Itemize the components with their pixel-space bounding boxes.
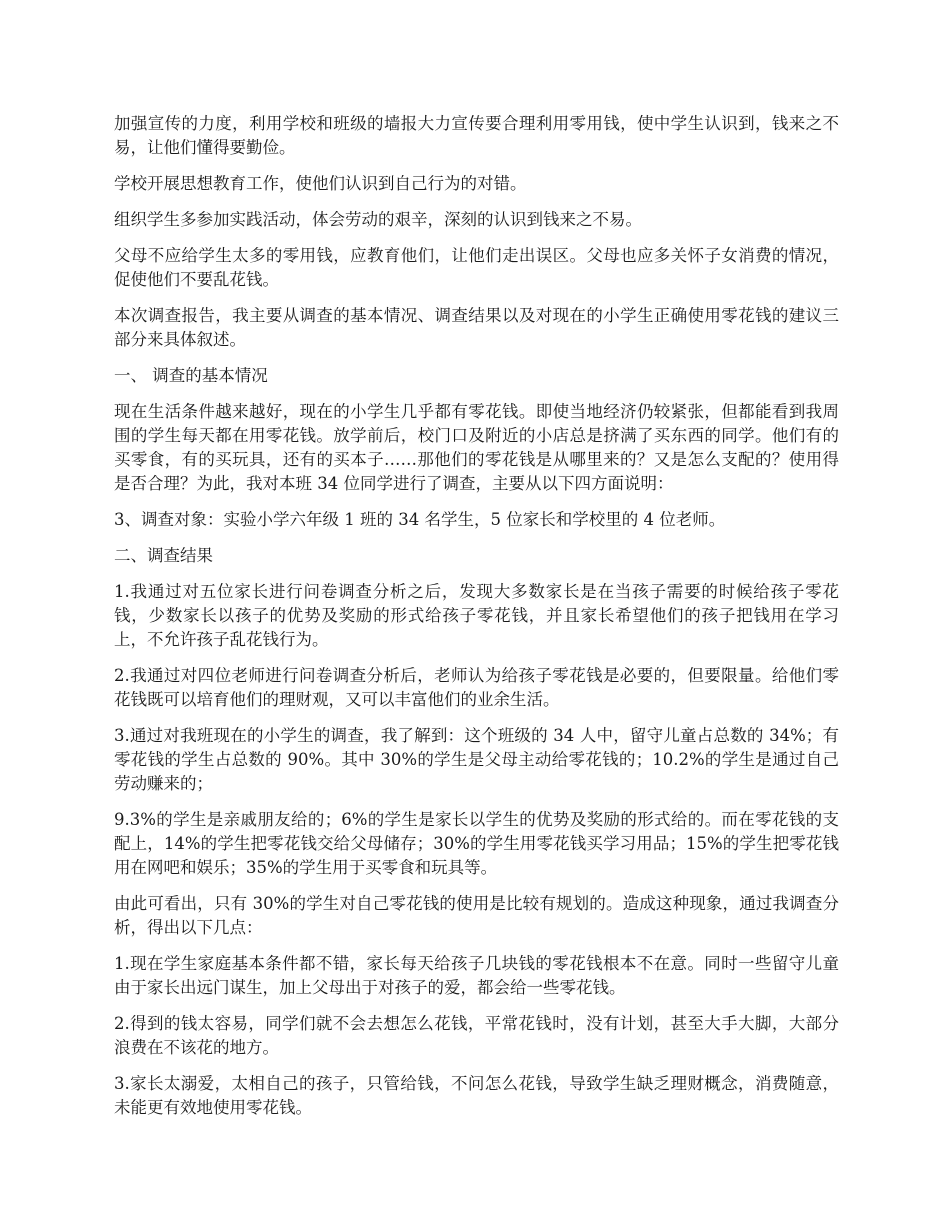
paragraph: 2.得到的钱太容易，同学们就不会去想怎么花钱，平常花钱时，没有计划，甚至大手大脚，大部分浪费在不该花的地方。	[114, 1014, 839, 1057]
paragraph: 9.3%的学生是亲戚朋友给的；6%的学生是家长以学生的优势及奖励的形式给的。而在零花钱的支配上，14%的学生把零花钱交给父母储存；30%的学生用零花钱买学习用品；15%的学生把零花钱用在网吧和娱乐；35%的学生用于买零食和玩具等。	[114, 810, 839, 877]
paragraph: 3.通过对我班现在的小学生的调查，我了解到：这个班级的 34 人中，留守儿童占总数的 34%；有零花钱的学生占总数的 90%。其中 30%的学生是父母主动给零花钱的；10.2%的学生是通过自己劳动赚来的；	[114, 726, 839, 793]
document-body	[114, 112, 839, 1132]
paragraph: 学校开展思想教育工作，使他们认识到自己行为的对错。	[114, 174, 527, 193]
paragraph: 父母不应给学生太多的零用钱，应教育他们，让他们走出误区。父母也应多关怀子女消费的情况，促使他们不要乱花钱。	[114, 246, 839, 289]
paragraph: 3、调查对象：实验小学六年级 1 班的 34 名学生，5 位家长和学校里的 4 位老师。	[114, 510, 726, 529]
section-heading: 一、 调查的基本情况	[114, 366, 268, 385]
section-heading: 二、调查结果	[114, 546, 213, 565]
paragraph: 现在生活条件越来越好，现在的小学生几乎都有零花钱。即使当地经济仍较紧张，但都能看到我周围的学生每天都在用零花钱。放学前后，校门口及附近的小店总是挤满了买东西的同学。他们有的买零食，有的买玩具，还有的买本子……那他们的零花钱是从哪里来的？又是怎么支配的？使用得是否合理？为此，我对本班 34 位同学进行了调查，主要从以下四方面说明：	[114, 402, 839, 493]
paragraph: 3.家长太溺爱，太相自己的孩子，只管给钱，不问怎么花钱，导致学生缺乏理财概念，消费随意，未能更有效地使用零花钱。	[114, 1074, 839, 1117]
paragraph: 2.我通过对四位老师进行问卷调查分析后，老师认为给孩子零花钱是必要的，但要限量。给他们零花钱既可以培育他们的理财观，又可以丰富他们的业余生活。	[114, 666, 839, 709]
paragraph: 本次调查报告，我主要从调查的基本情况、调查结果以及对现在的小学生正确使用零花钱的建议三部分来具体叙述。	[114, 306, 839, 349]
paragraph: 1.现在学生家庭基本条件都不错，家长每天给孩子几块钱的零花钱根本不在意。同时一些留守儿童由于家长出远门谋生，加上父母出于对孩子的爱，都会给一些零花钱。	[114, 954, 839, 997]
paragraph: 由此可看出，只有 30%的学生对自己零花钱的使用是比较有规划的。造成这种现象，通过我调查分析，得出以下几点：	[114, 894, 839, 937]
paragraph: 组织学生多参加实践活动，体会劳动的艰辛，深刻的认识到钱来之不易。	[114, 210, 642, 229]
paragraph: 加强宣传的力度，利用学校和班级的墙报大力宣传要合理利用零用钱，使中学生认识到，钱来之不易，让他们懂得要勤俭。	[114, 114, 839, 157]
paragraph: 1.我通过对五位家长进行问卷调查分析之后，发现大多数家长是在当孩子需要的时候给孩子零花钱，少数家长以孩子的优势及奖励的形式给孩子零花钱，并且家长希望他们的孩子把钱用在学习上，不允许孩子乱花钱行为。	[114, 582, 839, 649]
